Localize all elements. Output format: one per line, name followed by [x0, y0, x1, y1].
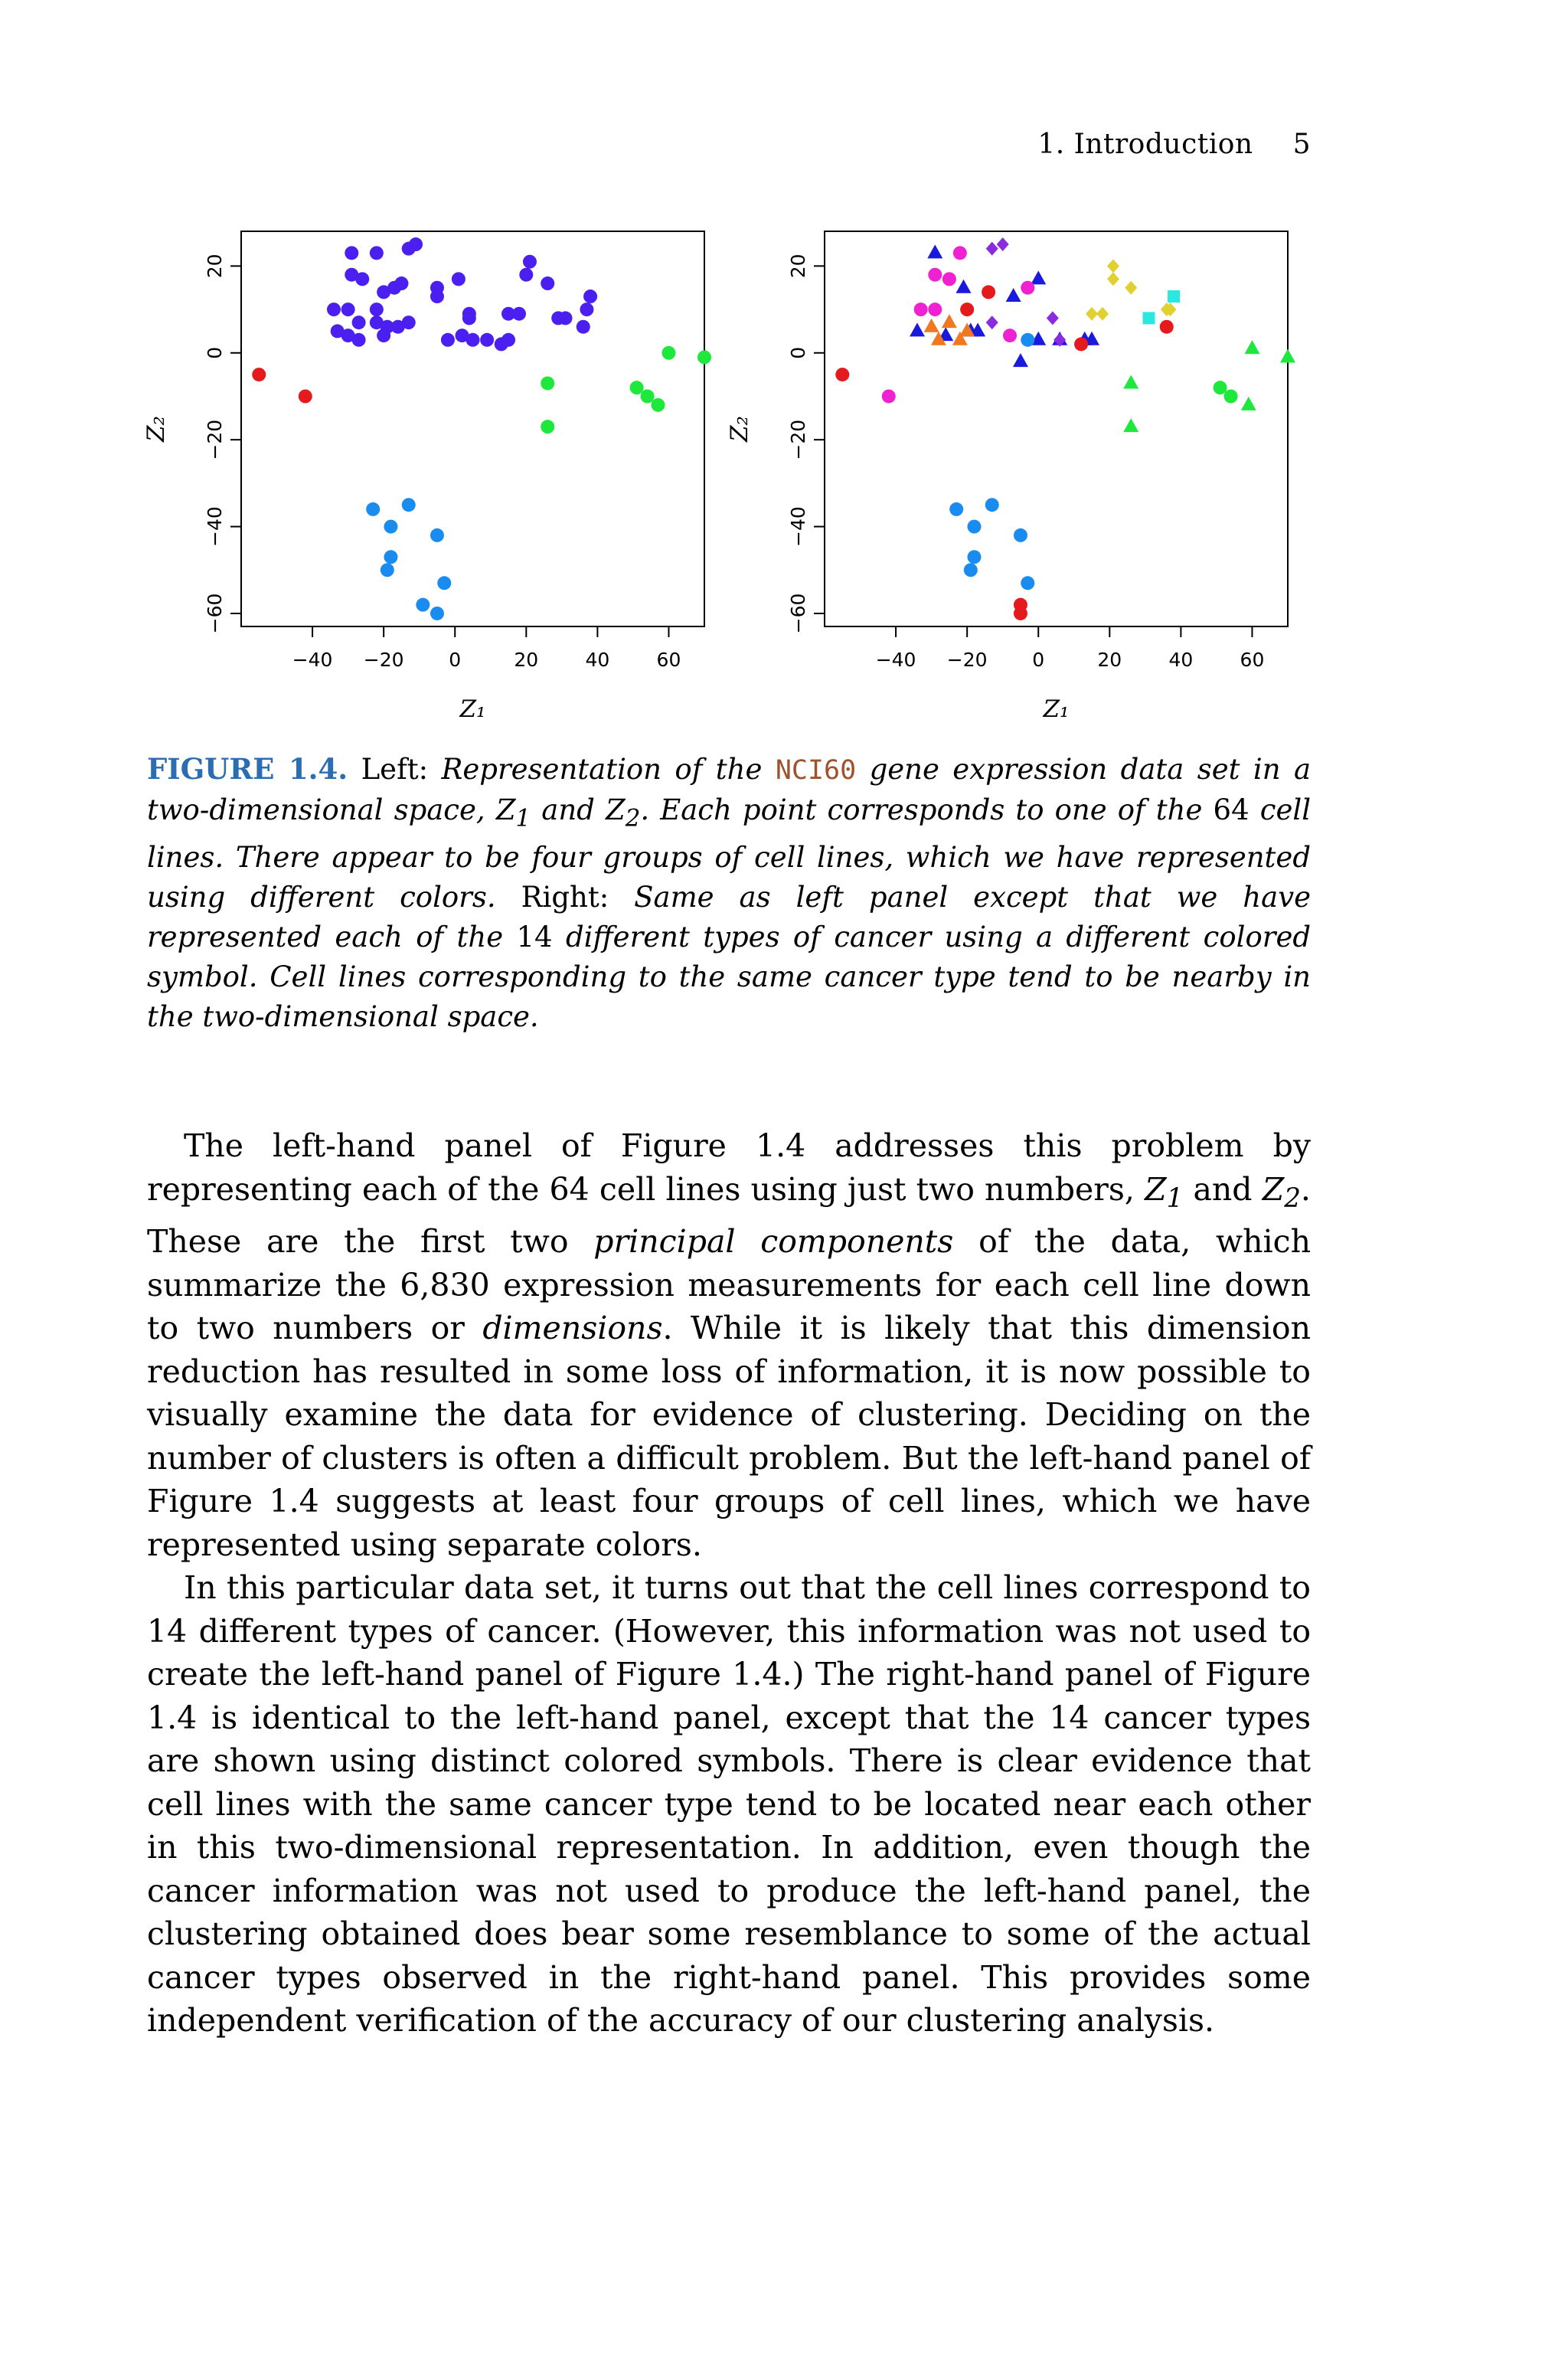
data-point-right: [1086, 307, 1098, 321]
data-point-left: [430, 289, 444, 303]
data-point-right: [1107, 272, 1119, 286]
data-point-right: [1014, 528, 1027, 542]
section-title: 1. Introduction: [1037, 129, 1253, 160]
z1-symbol: Z: [495, 793, 516, 826]
data-point-left: [519, 268, 533, 282]
data-point-left: [394, 276, 408, 290]
y-tick-label-left: 20: [204, 254, 226, 279]
data-point-left: [630, 381, 644, 394]
y-tick-label-right: −20: [787, 419, 809, 460]
x-tick-label-right: 40: [1168, 649, 1194, 671]
data-point-right: [1021, 576, 1034, 590]
data-point-right: [1006, 288, 1021, 302]
data-point-right: [1280, 348, 1295, 362]
data-point-right: [1241, 397, 1256, 411]
data-point-right: [1047, 311, 1059, 325]
z2-symbol: Z: [1262, 1170, 1285, 1208]
data-point-left: [441, 333, 455, 347]
x-tick-label-left: −20: [363, 649, 404, 671]
x-axis-label-right: Z₁: [1043, 695, 1070, 723]
data-point-right: [942, 314, 957, 328]
data-point-left: [662, 346, 675, 360]
data-point-left: [384, 520, 397, 534]
data-point-left: [583, 289, 597, 303]
y-tick-label-right: 20: [787, 254, 809, 279]
data-point-right: [997, 237, 1009, 251]
data-point-right: [910, 322, 925, 336]
data-point-right: [1224, 389, 1238, 403]
data-point-left: [541, 420, 554, 433]
data-point-left: [541, 376, 554, 390]
data-point-right: [985, 498, 999, 512]
caption-text: cell lines. There appear to be four groups of cell lines, which we have represented using different colors.: [147, 793, 1312, 914]
data-point-left: [352, 316, 366, 329]
data-point-left: [327, 303, 341, 316]
data-point-left: [437, 576, 451, 590]
data-point-left: [341, 303, 355, 316]
data-point-left: [430, 607, 444, 620]
paragraph-text: . These are the first two: [147, 1170, 1311, 1261]
data-point-right: [1123, 418, 1138, 432]
data-point-left: [501, 333, 515, 347]
x-tick-label-right: 0: [1032, 649, 1045, 671]
x-tick-label-right: −20: [946, 649, 988, 671]
x-axis-label-left: Z₁: [459, 695, 486, 723]
data-point-left: [384, 550, 397, 564]
caption-number: 64: [1213, 793, 1250, 826]
data-point-right: [1160, 320, 1174, 334]
data-point-left: [345, 246, 358, 260]
paragraph-text: The left-hand panel of Figure 1.4 addresses this problem by representing each of the 64 cell lines using just two numbers,: [147, 1127, 1311, 1208]
data-point-right: [982, 285, 995, 299]
data-point-right: [928, 303, 942, 316]
caption-number: 14: [516, 921, 553, 954]
emphasis-principal-components: principal components: [593, 1223, 954, 1261]
x-tick-label-left: 60: [656, 649, 681, 671]
data-point-right: [1096, 307, 1109, 321]
data-point-left: [366, 502, 380, 516]
data-point-right: [986, 316, 998, 329]
caption-text: . Each point corresponds to one of the: [640, 793, 1203, 826]
data-point-left: [370, 303, 384, 316]
y-tick-label-right: 0: [787, 346, 809, 359]
z2-symbol: Z: [605, 793, 626, 826]
z2-subscript: 2: [625, 804, 641, 832]
data-point-right: [1031, 270, 1046, 284]
scatter-plot-left: [138, 222, 720, 735]
paragraph-text: . While it is likely that this dimension reduction has resulted in some loss of information, it is now possible to visually examine the data for evidence of clustering. Deciding on the number of clusters is often a difficult problem. But the left-hand panel of Figure 1.4 suggests at least four groups of cell lines, which we have represented using separate colors.: [147, 1310, 1311, 1563]
paragraph-text: of the data, which summarize the 6,830 expression measurements for each cell line down to two numbers or: [147, 1223, 1311, 1347]
data-point-right: [942, 272, 956, 286]
caption-text: and: [541, 793, 595, 826]
data-point-right: [1021, 333, 1034, 347]
y-axis-label-left: Z₂: [142, 416, 170, 442]
data-point-right: [882, 389, 896, 403]
data-point-right: [960, 303, 974, 316]
y-tick-label-left: −60: [204, 593, 226, 634]
y-axis-label-right: Z₂: [726, 416, 753, 442]
data-point-left: [355, 272, 369, 286]
z1-subscript: 1: [515, 804, 531, 832]
y-tick-label-left: −40: [204, 506, 226, 547]
data-point-left: [252, 368, 266, 381]
data-point-right: [914, 303, 928, 316]
data-point-left: [512, 307, 526, 321]
paragraph-1: [147, 1124, 1311, 1566]
data-point-left: [523, 255, 537, 269]
running-head: [1037, 129, 1311, 160]
data-point-left: [462, 307, 476, 321]
data-point-right: [953, 246, 967, 260]
page-number: 5: [1292, 129, 1311, 160]
data-point-left: [381, 563, 394, 577]
x-tick-label-left: 20: [514, 649, 539, 671]
x-tick-label-right: 60: [1240, 649, 1265, 671]
data-point-right: [949, 502, 963, 516]
caption-right-word: Right:: [521, 881, 609, 914]
y-tick-label-right: −60: [787, 593, 809, 634]
data-point-right: [1244, 340, 1259, 354]
data-point-left: [541, 276, 554, 290]
data-point-left: [559, 311, 573, 325]
data-point-left: [580, 303, 593, 316]
body-text: [147, 1124, 1311, 2043]
figure-caption: [147, 749, 1311, 1037]
plot-frame-left: [241, 231, 704, 626]
data-point-left: [466, 333, 480, 347]
paragraph-2: In this particular data set, it turns out that the cell lines correspond to 14 different types of cancer. (However, this information was not used to create the left-hand panel of Figure 1.4.) The right-hand panel of Figure 1.4 is identical to the left-hand panel, except that the 14 cancer types are shown using distinct colored symbols. There is clear evidence that cell lines with the same cancer type tend to be located near each other in this two-dimensional representation. In addition, even though the cancer information was not used to produce the left-hand panel, the clustering obtained does bear some resemblance to some of the actual cancer types observed in the right-hand panel. This provides some independent verification of the accuracy of our clustering analysis.: [147, 1569, 1311, 2039]
data-point-left: [641, 389, 655, 403]
data-point-left: [577, 320, 590, 334]
emphasis-dimensions: dimensions: [482, 1310, 663, 1347]
z1-symbol: Z: [1145, 1170, 1167, 1208]
data-point-right: [1021, 281, 1034, 295]
data-point-right: [924, 319, 939, 332]
data-point-left: [299, 389, 312, 403]
x-tick-label-right: 20: [1097, 649, 1122, 671]
data-point-left: [430, 528, 444, 542]
paragraph-text: and: [1193, 1170, 1253, 1208]
caption-text: Representation of the: [441, 753, 763, 786]
scatter-plot-right: [721, 222, 1303, 735]
caption-text: Same as left panel except that we have represented each of the: [147, 881, 1311, 954]
data-point-left: [652, 398, 665, 412]
data-point-left: [416, 598, 430, 612]
data-point-left: [377, 329, 390, 342]
y-tick-label-left: 0: [204, 346, 226, 359]
data-point-right: [1123, 375, 1138, 388]
data-point-right: [1107, 259, 1119, 273]
data-point-right: [1074, 337, 1088, 351]
data-point-right: [967, 550, 981, 564]
x-tick-label-left: 0: [449, 649, 462, 671]
data-point-right: [1014, 607, 1027, 620]
data-point-right: [986, 242, 998, 256]
x-tick-label-left: 40: [585, 649, 610, 671]
data-point-left: [402, 498, 416, 512]
data-point-right: [1143, 312, 1155, 324]
x-tick-label-right: −40: [875, 649, 916, 671]
data-point-right: [835, 368, 849, 381]
z1-subscript: 1: [1166, 1182, 1184, 1214]
data-point-right: [1214, 381, 1227, 394]
data-point-left: [409, 237, 423, 251]
caption-left-word: Left:: [361, 753, 429, 786]
data-point-left: [452, 272, 466, 286]
data-point-right: [928, 268, 942, 282]
data-point-right: [964, 563, 978, 577]
dataset-name: NCI60: [775, 755, 857, 786]
data-point-right: [1013, 353, 1028, 367]
data-point-left: [480, 333, 494, 347]
y-tick-label-right: −40: [787, 506, 809, 547]
caption-text: gene expression data set in a two-dimensional space,: [147, 753, 1312, 826]
x-tick-label-left: −40: [292, 649, 333, 671]
data-point-right: [1003, 329, 1017, 342]
y-tick-label-left: −20: [204, 419, 226, 460]
caption-text: different types of cancer using a different colored symbol. Cell lines corresponding to the same cancer type tend to be nearby in the two-dimensional space.: [147, 921, 1312, 1034]
figure-label: FIGURE 1.4.: [147, 752, 348, 786]
data-point-right: [927, 244, 942, 258]
data-point-left: [697, 350, 711, 364]
data-point-left: [402, 316, 416, 329]
plot-frame-right: [825, 231, 1288, 626]
data-point-right: [1125, 281, 1137, 295]
data-point-left: [370, 246, 384, 260]
z2-subscript: 2: [1284, 1182, 1301, 1214]
data-point-right: [967, 520, 981, 534]
data-point-right: [1168, 290, 1180, 303]
data-point-left: [352, 333, 366, 347]
data-point-right: [956, 280, 972, 293]
